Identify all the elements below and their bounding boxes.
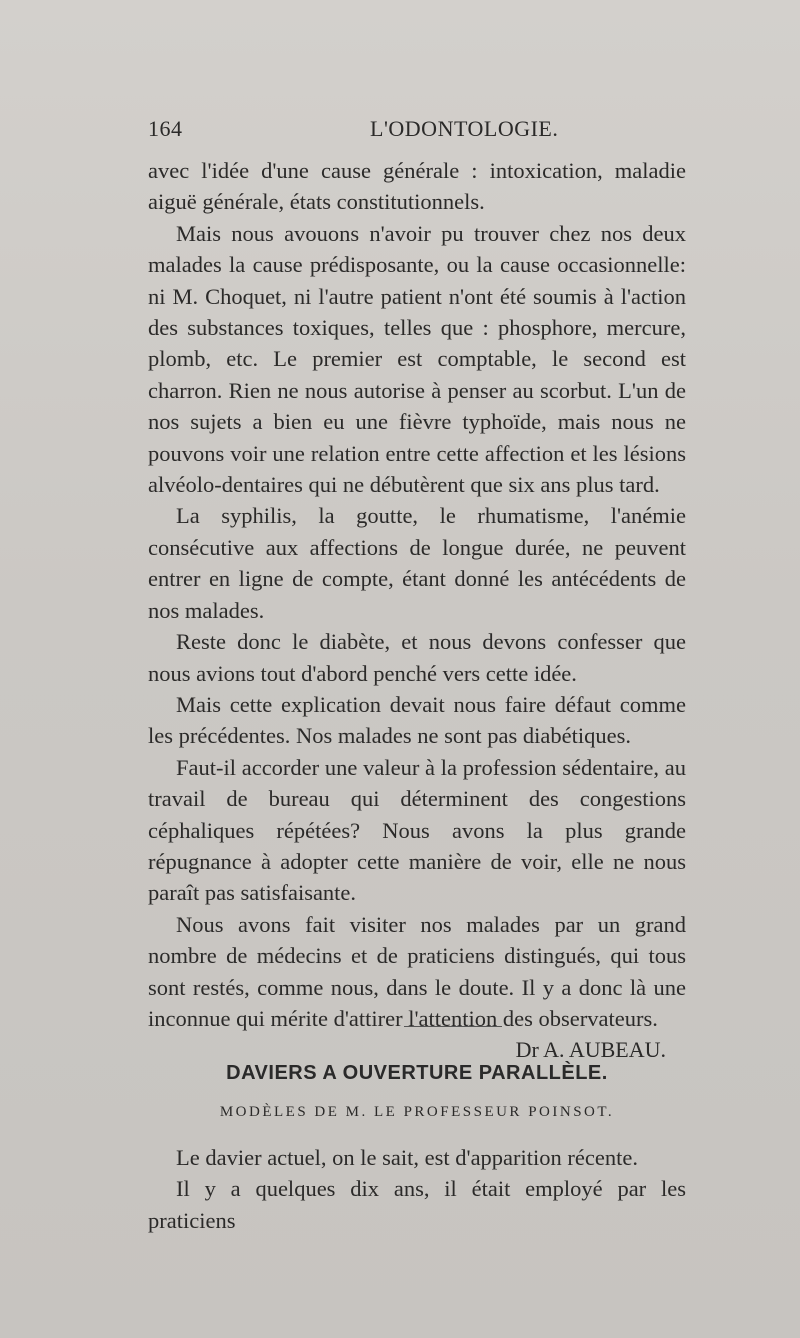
section-body <box>148 1142 686 1236</box>
paragraph: Mais cette explication devait nous faire défaut comme les précédentes. Nos malades ne sont pas diabétiques. <box>148 691 686 749</box>
paragraph: avec l'idée d'une cause générale : intoxication, maladie aiguë générale, états constitutionnels. <box>148 158 686 215</box>
section-title: DAVIERS A OUVERTURE PARALLÈLE. <box>226 1062 608 1084</box>
section-divider <box>404 1026 502 1027</box>
running-title: L'ODONTOLOGIE. <box>370 116 559 141</box>
paragraph: Nous avons fait visiter nos malades par un grand nombre de médecins et de praticiens distingués, qui tous sont restés, comme nous, dans le doute. Il y a donc là une inconnue qui mérite d'attirer l'attention des observateurs. <box>148 911 686 1031</box>
paragraph: Faut-il accorder une valeur à la profession sédentaire, au travail de bureau qui déterminent des congestions céphaliques répétées? Nous avons la plus grande répugnance à adopter cette manière de voir, elle ne nous paraît pas satisfaisante. <box>148 754 686 906</box>
page-number: 164 <box>148 116 183 141</box>
paragraph: Le davier actuel, on le sait, est d'apparition récente. <box>176 1145 638 1170</box>
paragraph: Mais nous avouons n'avoir pu trouver chez nos deux malades la cause prédisposante, ou la cause occasionnelle: ni M. Choquet, ni l'autre patient n'ont été soumis à l'action des substances toxiques, telles que : phosphore, mercure, plomb, etc. Le premier est comptable, le second est charron. Rien ne nous autorise à penser au scorbut. L'un de nos sujets a bien eu une fièvre typhoïde, mais nous ne pouvons voir une relation entre cette affection et les lésions alvéolo-dentaires qui ne débutèrent que six ans plus tard. <box>148 220 686 498</box>
paragraph: Il y a quelques dix ans, il était employé par les praticiens <box>148 1176 686 1233</box>
article-body <box>148 155 686 1066</box>
paragraph: Reste donc le diabète, et nous devons confesser que nous avions tout d'abord penché vers cette idée. <box>148 629 686 686</box>
paragraph: La syphilis, la goutte, le rhumatisme, l'anémie consécutive aux affections de longue durée, ne peuvent entrer en ligne de compte, étant donné les antécédents de nos malades. <box>148 503 686 623</box>
running-header <box>148 116 688 146</box>
section-subtitle: MODÈLES DE M. LE PROFESSEUR POINSOT. <box>219 1104 615 1120</box>
author-signature: Dr A. AUBEAU. <box>515 1037 666 1063</box>
